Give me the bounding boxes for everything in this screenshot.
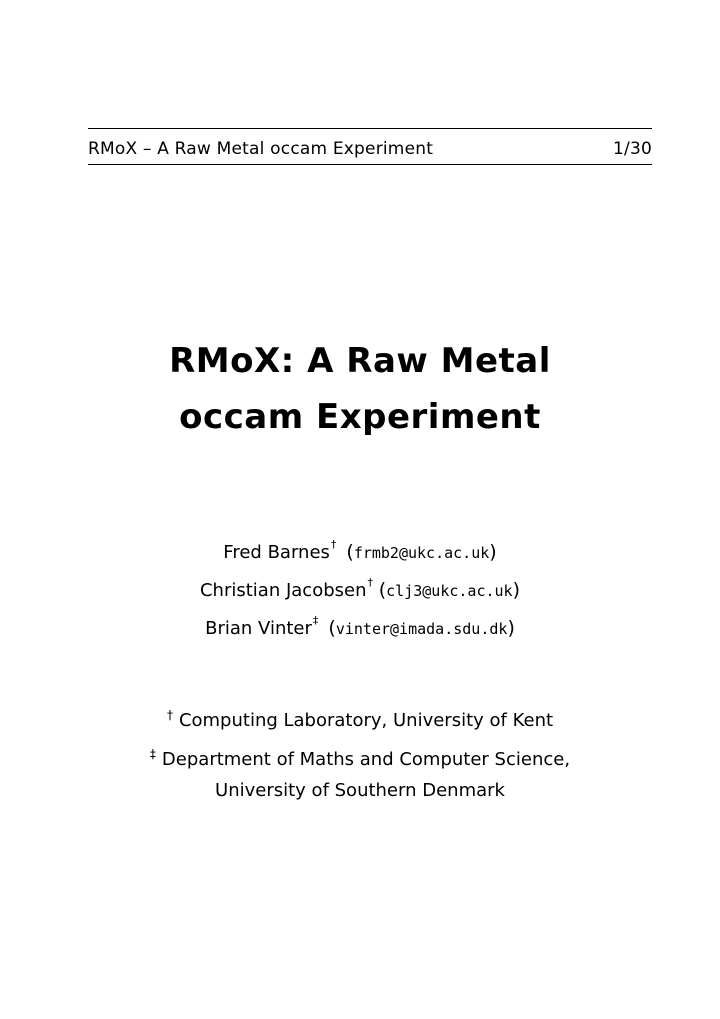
author-name: Brian Vinter — [205, 618, 312, 639]
affiliation-mark: † — [166, 708, 173, 722]
affiliation-text: Computing Laboratory, University of Kent — [178, 710, 554, 731]
affiliation-2 — [0, 745, 720, 776]
author-1: Fred Barnes† (frmb2@ukc.ac.uk) — [223, 538, 497, 563]
author-name: Christian Jacobsen — [199, 580, 367, 601]
author-mark: † — [367, 576, 373, 589]
author-email: clj3@ukc.ac.uk — [386, 582, 513, 600]
page-number: 1/30 — [613, 139, 652, 159]
affiliation-2-continued — [0, 776, 720, 806]
header-rule-top — [88, 128, 652, 129]
affiliation-mark: ‡ — [149, 747, 156, 761]
author-email: frmb2@ukc.ac.uk — [353, 544, 490, 562]
title-line-2: occam Experiment — [179, 397, 541, 437]
title-line-1: RMoX: A Raw Metal — [169, 341, 551, 381]
author-2: Christian Jacobsen† (clj3@ukc.ac.uk) — [199, 576, 521, 601]
author-3: Brian Vinter‡ (vinter@imada.sdu.dk) — [205, 614, 515, 639]
affiliation-text: Department of Maths and Computer Science, — [161, 749, 571, 770]
affiliation-1 — [0, 706, 720, 737]
affiliation-list — [0, 706, 720, 806]
author-name: Fred Barnes — [223, 542, 330, 563]
running-title: RMoX – A Raw Metal occam Experiment — [88, 139, 434, 159]
affiliation-text: University of Southern Denmark — [215, 780, 505, 801]
author-list — [0, 533, 720, 647]
author-email: vinter@imada.sdu.dk — [335, 620, 508, 638]
author-mark: ‡ — [312, 614, 319, 627]
slide-title — [0, 333, 720, 445]
header-rule-bottom — [88, 164, 652, 165]
author-mark: † — [330, 538, 337, 551]
running-header — [88, 137, 652, 161]
